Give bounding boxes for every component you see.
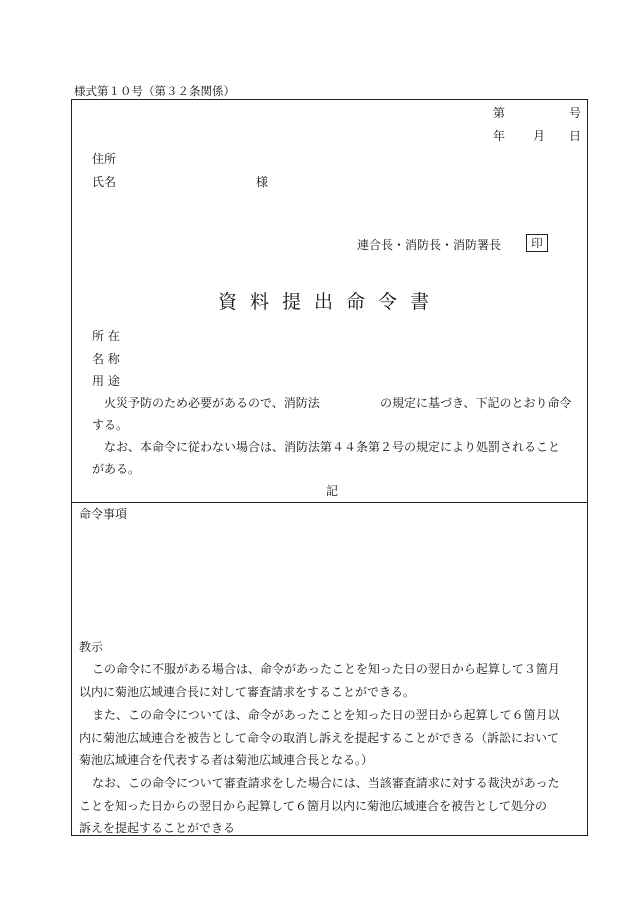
target-name-label: 名 称 xyxy=(92,352,120,366)
instruction-label: 教示 xyxy=(79,640,104,654)
instruction-line: ことを知った日からの翌日から起算して６箇月以内に菊池広域連合を被告として処分の xyxy=(79,799,548,813)
usage-label: 用 途 xyxy=(92,374,120,388)
body-p1-part2: の規定に基づき、下記のとおり命令 xyxy=(380,396,572,410)
document-title: 資料提出命令書 xyxy=(218,291,443,313)
ki-label: 記 xyxy=(326,484,339,498)
form-number: 様式第１０号（第３２条関係） xyxy=(74,84,235,98)
location-label: 所 在 xyxy=(92,329,120,343)
order-items-label: 命令事項 xyxy=(79,507,128,521)
seal-box: 印 xyxy=(526,234,548,252)
instruction-line: 訴えを提起することができる xyxy=(79,821,236,835)
honorific: 様 xyxy=(256,175,269,189)
name-label: 氏名 xyxy=(92,175,117,189)
instruction-line: 内に菊池広域連合を被告として命令の取消し訴えを提起することができる（訴訟において xyxy=(79,731,560,745)
body-p2-line2: がある。 xyxy=(92,462,141,476)
instruction-line: なお、この命令について審査請求をした場合には、当該審査請求に対する裁決があった xyxy=(92,776,560,790)
go-label: 号 xyxy=(569,106,582,120)
address-label: 住所 xyxy=(92,152,117,166)
instruction-line: 菊池広域連合を代表する者は菊池広域連合長となる。） xyxy=(79,753,374,767)
body-p1-part1: 火災予防のため必要があるので、消防法 xyxy=(104,396,320,410)
year-label: 年 xyxy=(493,129,506,143)
day-label: 日 xyxy=(569,129,582,143)
issuer-titles: 連合長・消防長・消防署長 xyxy=(357,238,502,252)
dai-label: 第 xyxy=(493,106,506,120)
body-p2-line1: なお、本命令に従わない場合は、消防法第４４条第２号の規定により処罰されること xyxy=(104,440,561,454)
instruction-line: 以内に菊池広域連合長に対して審査請求をすることができる。 xyxy=(79,685,416,699)
month-label: 月 xyxy=(533,129,546,143)
instruction-line: この命令に不服がある場合は、命令があったことを知った日の翌日から起算して３箇月 xyxy=(92,662,560,676)
instruction-line: また、この命令については、命令があったことを知った日の翌日から起算して６箇月以 xyxy=(92,708,560,722)
body-p1-line2: する。 xyxy=(92,418,129,432)
